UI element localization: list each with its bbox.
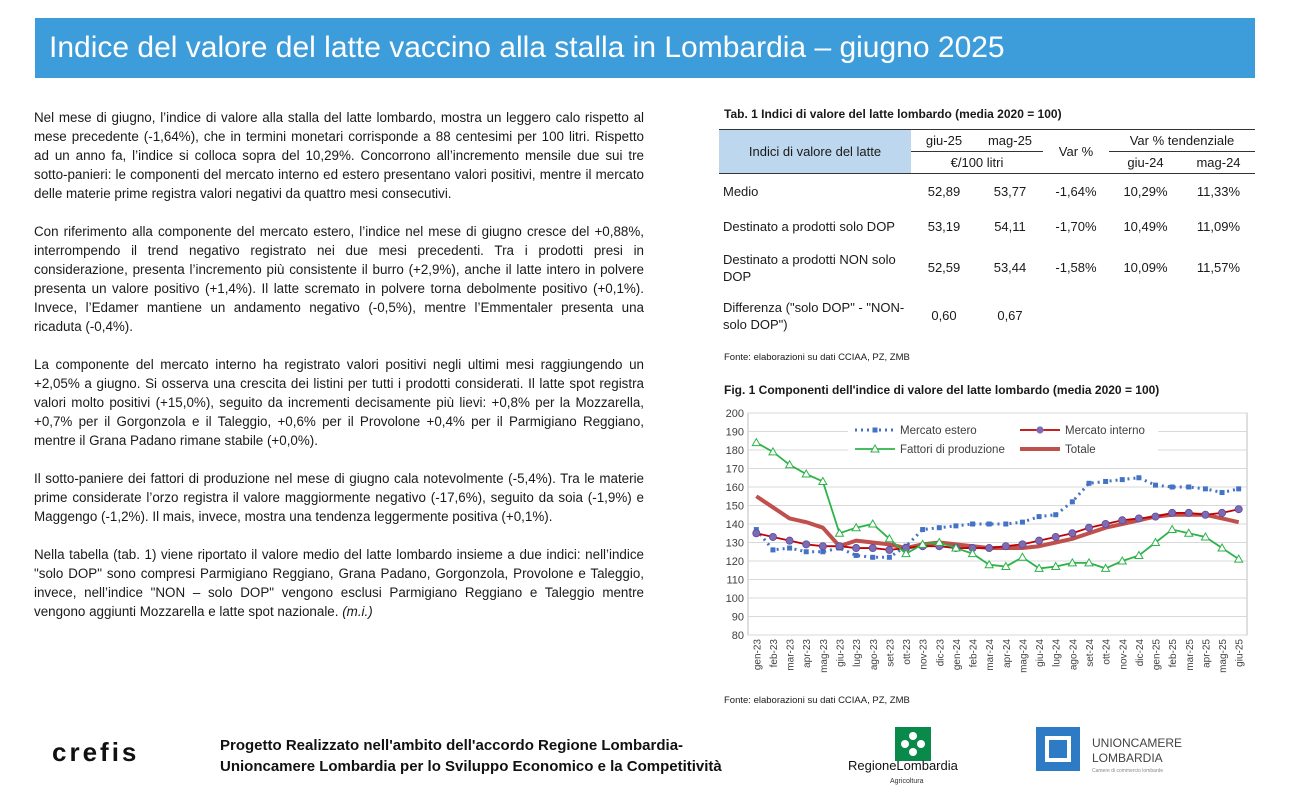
y-tick-label: 110 — [726, 574, 744, 587]
data-point — [1003, 522, 1008, 527]
data-point — [752, 439, 760, 446]
data-point — [987, 522, 992, 527]
row-label: Medio — [723, 183, 759, 199]
paragraph-5 — [34, 545, 644, 621]
col-var: Var % — [1043, 130, 1109, 174]
data-point — [1053, 512, 1058, 517]
legend-label: Mercato interno — [1065, 425, 1145, 437]
legend-label: Mercato estero — [900, 425, 977, 437]
x-tick-label: giu-24 — [1035, 639, 1047, 667]
data-point — [1218, 509, 1225, 516]
data-point — [1086, 481, 1091, 486]
y-tick-label: 90 — [731, 611, 744, 624]
data-point — [1169, 509, 1176, 516]
x-tick-label: ott-24 — [1101, 639, 1113, 665]
table-row — [719, 244, 1255, 292]
x-tick-label: mar-24 — [985, 639, 997, 671]
data-point — [1035, 537, 1042, 544]
data-point — [1052, 533, 1059, 540]
y-tick-label: 140 — [725, 519, 744, 531]
data-point — [887, 555, 892, 560]
cell-giu25: 52,89 — [927, 183, 961, 199]
y-tick-label: 160 — [725, 482, 744, 494]
data-point — [1037, 514, 1042, 519]
y-tick-label: 200 — [725, 408, 744, 420]
regione-lombardia-name: RegioneLombardia — [848, 758, 958, 773]
x-tick-label: mar-25 — [1184, 639, 1196, 671]
series-line — [756, 496, 1238, 548]
cell-mag25: 0,67 — [997, 308, 1023, 323]
x-tick-label: apr-25 — [1201, 639, 1213, 668]
table-header-label: Indici di valore del latte — [719, 130, 911, 174]
title-banner — [35, 18, 1255, 78]
x-tick-label: gen-23 — [752, 639, 764, 671]
data-point — [769, 448, 777, 455]
paragraph-2: Con riferimento alla componente del mercato estero, l’indice nel mese di giugno cresce del +0,88%, interrompendo il trend negativo registrato nei due mesi precedenti. Tra i prodotti presi in considerazione, presenta l’incremento più consistente il burro (+2,9%), anche il latte intero in polvere presenta un valore positivo (+1,4%). Il latte scremato in polvere torna debolmente positivo (+0,1%). Invece, l’Edamer mantiene un andamento negativo (-0,5%), mentre l’Emmentaler presenta una ricaduta (-0,4%). — [34, 224, 644, 334]
data-point — [1020, 520, 1025, 525]
article-body — [34, 108, 644, 640]
author-note: (m.i.) — [342, 604, 373, 619]
paragraph-4: Il sotto-paniere dei fattori di produzione nel mese di giugno cala notevolmente (-5,4%). Tra le materie prime considerate l’orzo registra il valore maggiormente negativo (-17,6%), seguito da soia (-1,9%) e Maggengo (-1,2%). Il mais, invece, mostra una tendenza leggermente positiva (+0,1%). — [34, 471, 644, 524]
data-point — [1085, 524, 1092, 531]
value-index-table — [719, 129, 1255, 340]
data-point — [1153, 483, 1158, 488]
x-tick-label: mag-24 — [1018, 639, 1030, 673]
data-point — [953, 523, 958, 528]
col-mag24: mag-24 — [1182, 152, 1255, 174]
y-tick-label: 170 — [725, 463, 744, 476]
data-point — [970, 522, 975, 527]
cell-giu25: 53,19 — [927, 218, 961, 234]
data-point — [1069, 530, 1076, 537]
x-tick-label: ago-24 — [1068, 639, 1080, 671]
table-row — [719, 174, 1255, 209]
data-point — [886, 546, 893, 553]
x-tick-label: giu-25 — [1234, 639, 1246, 667]
data-point — [1103, 479, 1108, 484]
page-title: Indice del valore del latte vaccino alla stalla in Lombardia – giugno 2025 — [49, 31, 1005, 64]
x-tick-label: dic-24 — [1134, 639, 1146, 667]
table-row — [719, 209, 1255, 244]
data-point — [1185, 509, 1192, 516]
x-tick-label: nov-24 — [1118, 639, 1130, 670]
cell-mag24: 11,57% — [1196, 260, 1241, 275]
data-point — [836, 543, 843, 550]
cell-giu24: 10,09% — [1123, 260, 1168, 275]
cell-mag24: 11,33% — [1196, 183, 1241, 199]
unioncamere-sub: Camere di commercio lombarde — [1092, 768, 1164, 774]
data-point — [986, 544, 993, 551]
data-point — [1168, 526, 1176, 533]
data-point — [1202, 511, 1209, 518]
project-line-1: Progetto Realizzato nell'ambito dell'accordo Regione Lombardia- — [220, 737, 684, 754]
data-point — [869, 544, 876, 551]
cell-mag25: 53,44 — [993, 260, 1027, 275]
data-point — [1203, 486, 1208, 491]
data-point — [819, 543, 826, 550]
unioncamere-name-line-1: UNIONCAMERE — [1092, 736, 1183, 750]
y-tick-label: 100 — [725, 593, 744, 605]
legend-marker — [873, 428, 878, 433]
data-point — [1136, 475, 1141, 480]
data-point — [1135, 515, 1142, 522]
cell-mag25: 54,11 — [994, 218, 1026, 234]
x-tick-label: set-23 — [885, 639, 897, 667]
x-tick-label: feb-23 — [768, 639, 780, 668]
data-point — [1220, 490, 1225, 495]
x-tick-label: set-24 — [1084, 639, 1096, 667]
x-tick-label: mag-23 — [818, 639, 830, 673]
figure-source: Fonte: elaborazioni su dati CCIAA, PZ, ZMB — [724, 695, 910, 706]
data-point — [786, 537, 793, 544]
data-point — [870, 555, 875, 560]
col-unit: €/100 litri — [911, 152, 1043, 174]
table-source: Fonte: elaborazioni su dati CCIAA, PZ, ZMB — [724, 352, 910, 363]
unioncamere-name — [1092, 736, 1182, 766]
footer — [0, 725, 1290, 800]
paragraph-3: La componente del mercato interno ha registrato valori positivi negli ultimi mesi raggiungendo un +2,05% a giugno. Si osserva una crescita dei listini per tutti i prodotti considerati. Il latte spot registra valori molto positivi (+15,0%), seguito da incrementi decisamente più lievi: +0,8% per la Mozzarella, +0,7% per il Gorgonzola e il Taleggio, +0,6% per il Provolone +0,4% per il Parmigiano Reggiano, mentre il Grana Padano rimane stabile (+0,0%). — [34, 357, 644, 448]
cell-mag24: 11,09% — [1196, 218, 1241, 234]
y-tick-label: 120 — [725, 556, 744, 568]
x-tick-label: ago-23 — [868, 639, 880, 671]
cell-var: -1,64% — [1055, 183, 1097, 199]
data-point — [1186, 485, 1191, 490]
x-tick-label: lug-23 — [852, 639, 864, 667]
data-point — [1019, 541, 1026, 548]
x-tick-label: apr-24 — [1001, 639, 1013, 668]
x-tick-label: gen-25 — [1151, 639, 1163, 671]
data-point — [1002, 543, 1009, 550]
row-label: Destinato a prodotti solo DOP — [723, 218, 895, 234]
row-label: Destinato a prodotti NON solo DOP — [723, 251, 896, 284]
y-tick-label: 150 — [725, 500, 744, 513]
x-tick-label: mag-25 — [1218, 639, 1230, 673]
cell-var: -1,58% — [1055, 260, 1097, 275]
legend-marker — [1036, 426, 1043, 433]
project-text — [220, 735, 722, 777]
crefis-logo: crefis — [52, 737, 140, 767]
data-point — [920, 527, 925, 532]
table-title: Tab. 1 Indici di valore del latte lombardo (media 2020 = 100) — [724, 107, 1062, 121]
data-point — [802, 470, 810, 477]
data-point — [1120, 477, 1125, 482]
cell-giu25: 52,59 — [927, 260, 961, 275]
x-tick-label: nov-23 — [918, 639, 930, 670]
figure-title: Fig. 1 Componenti dell'indice di valore del latte lombardo (media 2020 = 100) — [724, 383, 1160, 397]
x-tick-label: ott-23 — [902, 639, 914, 665]
unioncamere-name-line-2: LOMBARDIA — [1092, 751, 1163, 765]
legend-label: Fattori di produzione — [900, 444, 1005, 456]
components-line-chart — [720, 403, 1255, 685]
row-label: Differenza ("solo DOP" - "NON-solo DOP") — [723, 299, 905, 332]
regione-lombardia-logo-icon — [895, 727, 931, 761]
data-point — [854, 553, 859, 558]
y-tick-label: 190 — [725, 426, 744, 439]
x-tick-label: feb-24 — [968, 639, 980, 668]
data-point — [1070, 499, 1075, 504]
x-tick-label: dic-23 — [935, 639, 947, 667]
col-giu25: giu-25 — [911, 130, 977, 152]
table-row — [719, 292, 1255, 340]
data-point — [769, 533, 776, 540]
cell-var: -1,70% — [1055, 218, 1097, 234]
y-tick-label: 80 — [731, 630, 744, 642]
data-point — [1236, 486, 1241, 491]
x-tick-label: mar-23 — [785, 639, 797, 671]
x-tick-label: giu-23 — [835, 639, 847, 667]
project-line-2: Unioncamere Lombardia per lo Sviluppo Economico e la Competitività — [220, 758, 722, 775]
data-point — [787, 546, 792, 551]
col-var-tendenziale: Var % tendenziale — [1109, 130, 1255, 152]
x-tick-label: gen-24 — [951, 639, 963, 671]
col-mag25: mag-25 — [977, 130, 1043, 152]
x-tick-label: feb-25 — [1168, 639, 1180, 668]
cell-giu24: 10,29% — [1123, 183, 1168, 199]
paragraph-1: Nel mese di giugno, l’indice di valore alla stalla del latte lombardo, mostra un leggero calo rispetto al mese precedente (-1,64%), che in termini monetari corrisponde a 88 centesimi per 100 litri. Rispetto ad un anno fa, l’indice si colloca sopra del 10,29%. Concorrono all’incremento mensile due sui tre sotto-panieri: le componenti del mercato interno ed estero presentano valori positivi, mentre il mercato delle materie prime registra valori negativi da quattro mesi consecutivi. — [34, 110, 644, 201]
data-point — [1102, 520, 1109, 527]
data-point — [770, 547, 775, 552]
data-point — [753, 530, 760, 537]
paragraph-5-text: Nella tabella (tab. 1) viene riportato il valore medio del latte lombardo insieme a due indici: nell’indice "solo DOP" sono compresi Parmigiano Reggiano, Grana Padano, Gorgonzola, Provolone e Taleggio, invece, nell’indice "NON – solo DOP" vengono esclusi Parmigiano Reggiano e Taleggio mentre vengono aggiunti Mozzarella e latte spot nazionale. — [34, 547, 644, 619]
x-tick-label: lug-24 — [1051, 639, 1063, 667]
data-point — [853, 544, 860, 551]
data-point — [1018, 553, 1026, 560]
data-point — [1119, 517, 1126, 524]
col-giu24: giu-24 — [1109, 152, 1182, 174]
legend-label: Totale — [1065, 444, 1096, 456]
data-point — [937, 525, 942, 530]
regione-lombardia-sub: Agricoltura — [890, 778, 924, 785]
x-tick-label: apr-23 — [802, 639, 814, 668]
y-tick-label: 130 — [725, 537, 744, 550]
data-point — [1235, 506, 1242, 513]
y-tick-label: 180 — [725, 445, 744, 457]
data-point — [803, 541, 810, 548]
data-point — [1170, 485, 1175, 490]
cell-mag25: 53,77 — [993, 183, 1027, 199]
data-point — [804, 549, 809, 554]
cell-giu25: 0,60 — [931, 308, 957, 323]
unioncamere-logo-icon — [1036, 727, 1080, 771]
data-point — [1152, 513, 1159, 520]
cell-giu24: 10,49% — [1123, 218, 1168, 234]
